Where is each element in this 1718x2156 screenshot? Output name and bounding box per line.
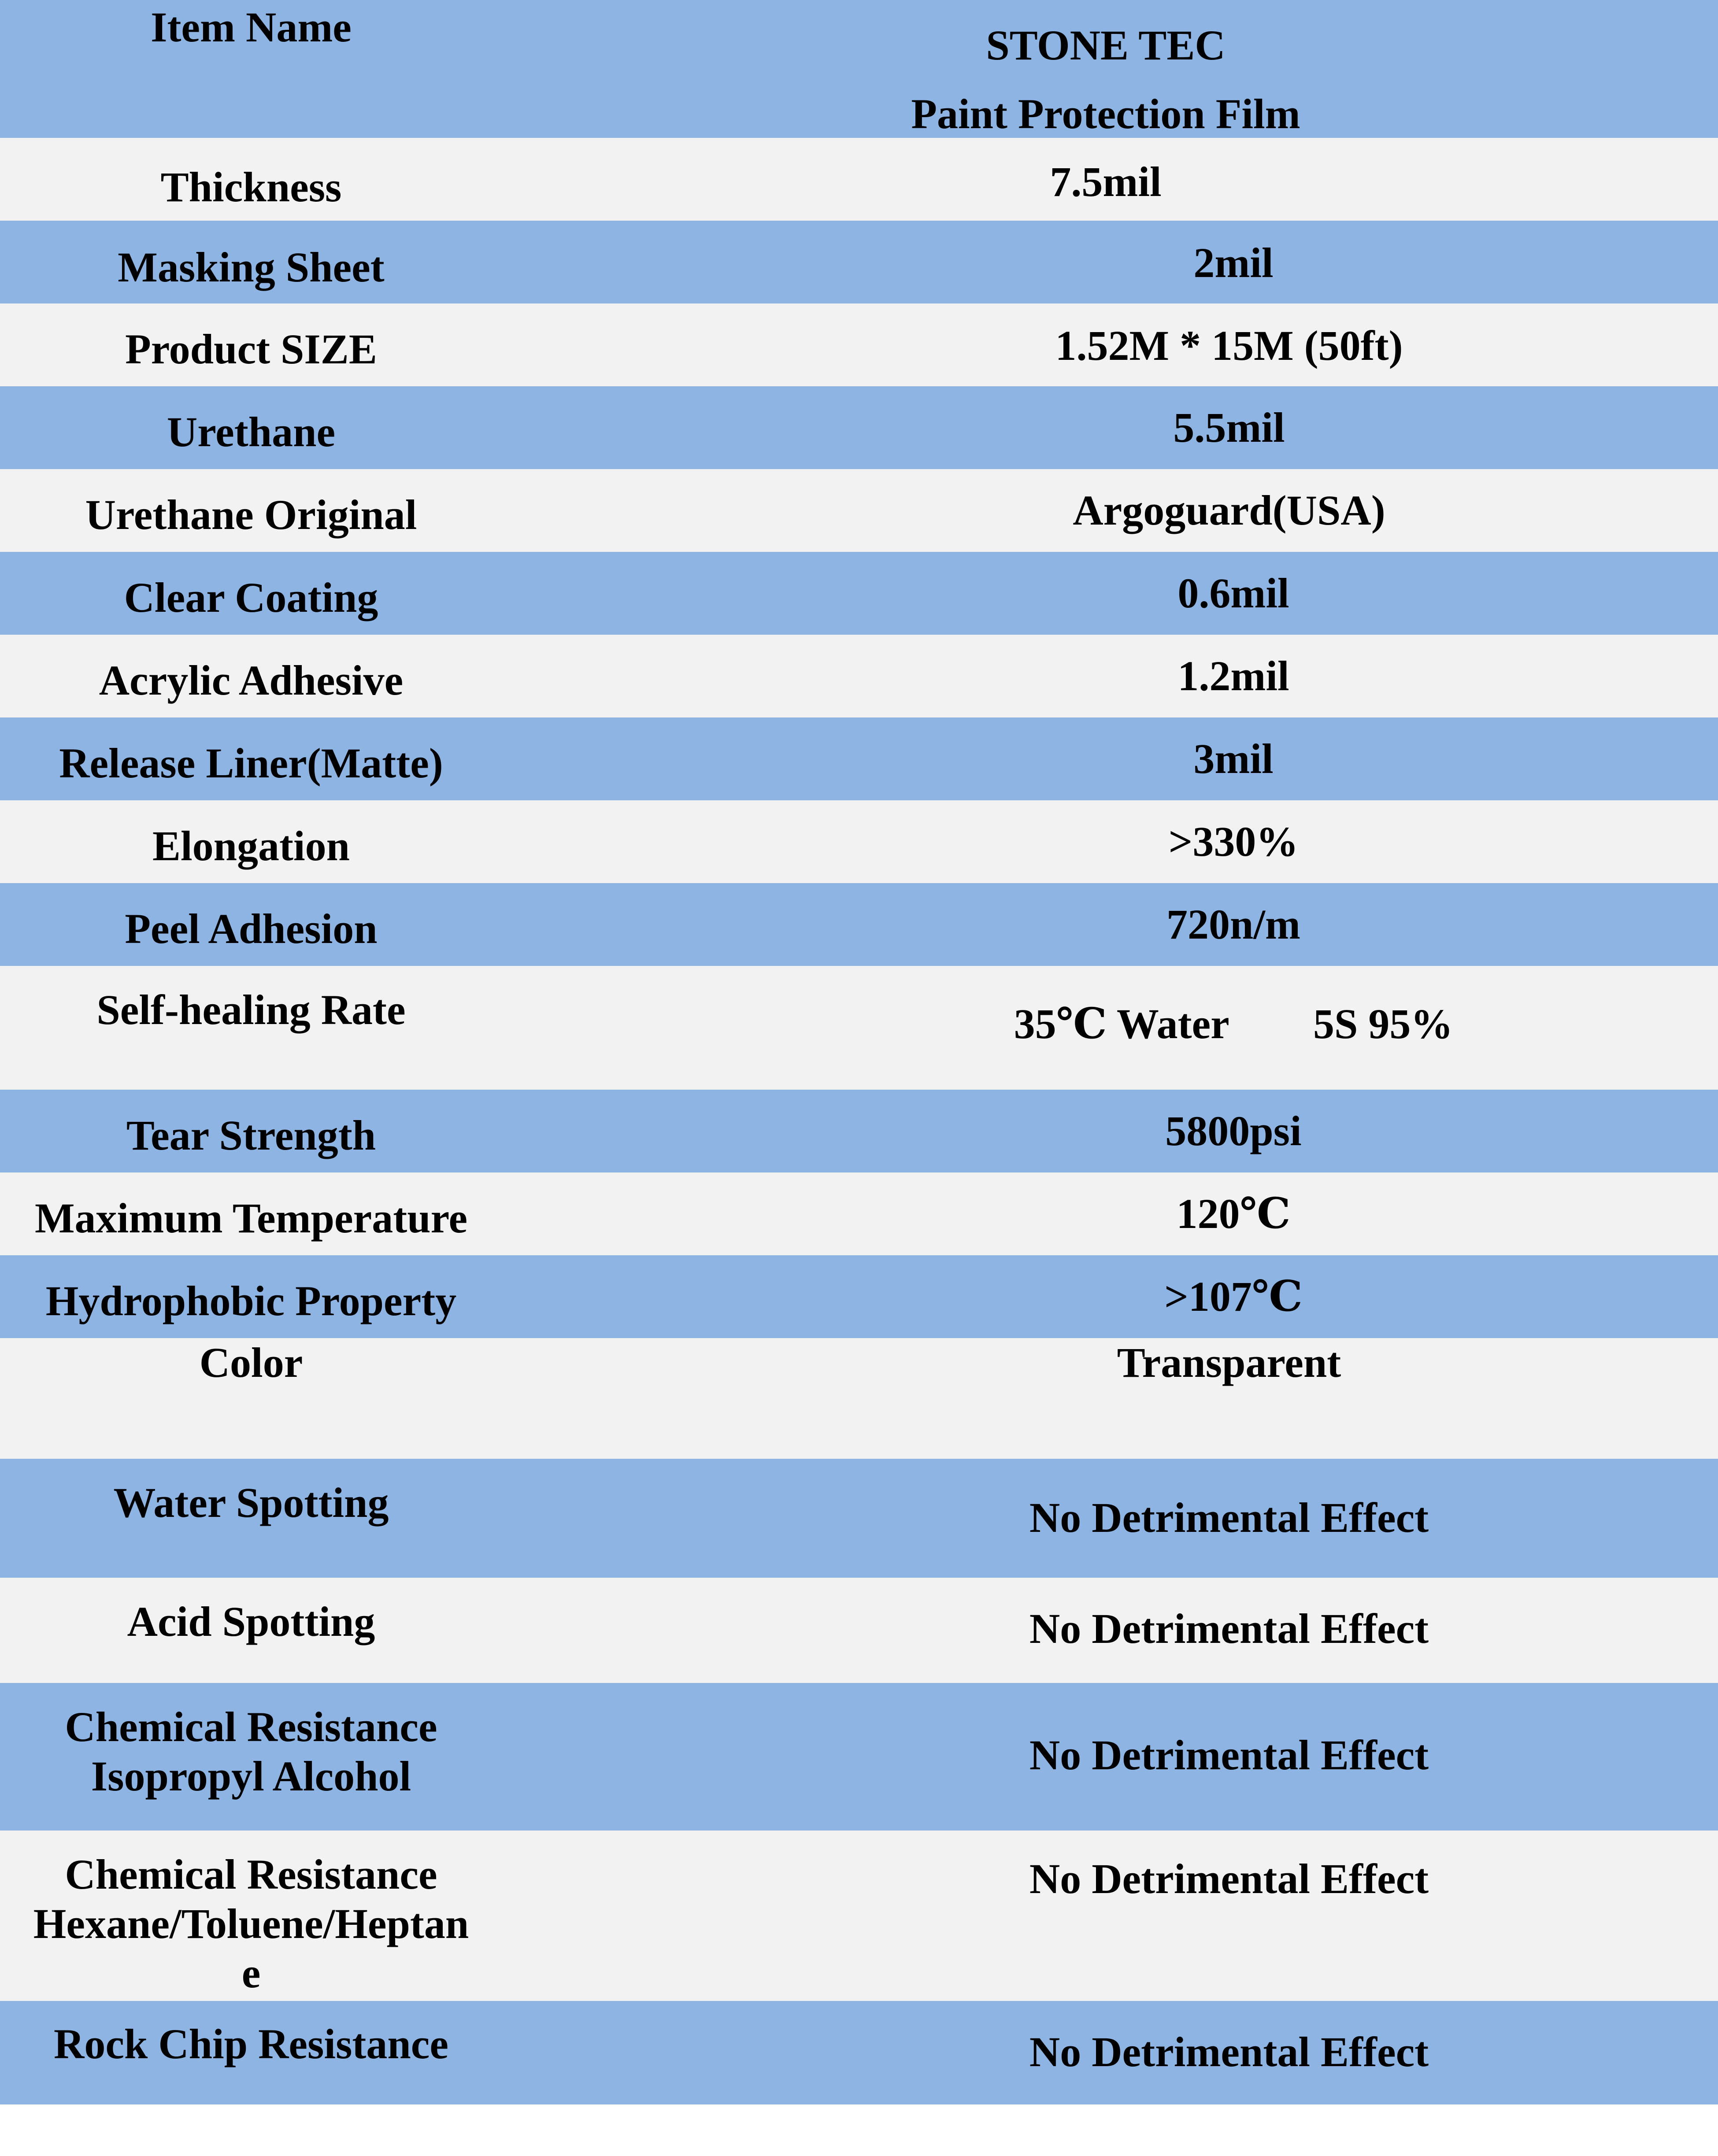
row-value: 35℃ Water 5S 95%: [1014, 1000, 1453, 1047]
row-label: Urethane Original: [85, 491, 417, 538]
table-row: [0, 1578, 1718, 1683]
row-value: 0.6mil: [1177, 570, 1289, 617]
table-row: [0, 221, 1718, 303]
table-row: [0, 635, 1718, 717]
row-value: 120℃: [1176, 1190, 1291, 1237]
row-value: 1.52M * 15M (50ft): [1055, 322, 1403, 369]
table-row: [0, 303, 1718, 386]
row-value: No Detrimental Effect: [1029, 1855, 1429, 1902]
row-label: Release Liner(Matte): [59, 740, 443, 787]
row-value: 7.5mil: [1050, 158, 1162, 205]
row-label-line2: Hexane/Toluene/Heptan: [33, 1900, 469, 1947]
table-row: [0, 800, 1718, 883]
row-value: 1.2mil: [1177, 652, 1289, 699]
row-label: Elongation: [152, 822, 350, 869]
row-label: Water Spotting: [113, 1479, 389, 1526]
table-row: [0, 1090, 1718, 1172]
table-row: [0, 1459, 1718, 1578]
page-bottom-margin: [0, 2104, 1718, 2156]
row-value: Argoguard(USA): [1073, 487, 1385, 534]
row-value: 720n/m: [1166, 901, 1301, 948]
table-row: [0, 717, 1718, 800]
table-row: [0, 1338, 1718, 1459]
row-value: >330%: [1168, 818, 1299, 865]
row-label: Rock Chip Resistance: [53, 2020, 448, 2067]
row-value: >107℃: [1164, 1273, 1303, 1320]
table-row: [0, 1255, 1718, 1338]
header-product-type: Paint Protection Film: [911, 90, 1300, 137]
row-label: Hydrophobic Property: [45, 1277, 457, 1324]
row-label: Clear Coating: [124, 574, 378, 621]
row-label: Acrylic Adhesive: [99, 657, 404, 704]
row-value: No Detrimental Effect: [1029, 1494, 1429, 1541]
table-row: [0, 883, 1718, 966]
row-label: Urethane: [167, 408, 336, 455]
row-value: 5800psi: [1165, 1107, 1302, 1154]
row-label-line2: Isopropyl Alcohol: [91, 1753, 411, 1800]
table-row: [0, 138, 1718, 221]
row-label: Color: [199, 1339, 303, 1386]
row-value: Transparent: [1117, 1339, 1341, 1386]
row-value: No Detrimental Effect: [1029, 2028, 1429, 2075]
row-label: Peel Adhesion: [125, 905, 378, 952]
row-label: Acid Spotting: [127, 1598, 375, 1645]
header-item-name: Item Name: [151, 4, 352, 51]
row-label: Thickness: [160, 163, 342, 211]
header-product-brand: STONE TEC: [986, 22, 1226, 69]
table-row: [0, 552, 1718, 635]
row-label: Maximum Temperature: [34, 1194, 468, 1242]
table-row: [0, 2001, 1718, 2104]
table-row: [0, 1172, 1718, 1255]
table-row: [0, 966, 1718, 1090]
table-row: [0, 1683, 1718, 1831]
row-value: 2mil: [1193, 239, 1274, 286]
table-row: [0, 469, 1718, 552]
row-label-line1: Chemical Resistance: [65, 1703, 437, 1750]
row-label-line1: Chemical Resistance: [65, 1851, 437, 1898]
table-row: [0, 1831, 1718, 2001]
row-label-line3: e: [241, 1949, 261, 1997]
row-label: Tear Strength: [126, 1112, 376, 1159]
row-value: No Detrimental Effect: [1029, 1605, 1429, 1652]
row-label: Product SIZE: [125, 325, 377, 373]
table-row: [0, 386, 1718, 469]
row-label: Masking Sheet: [118, 244, 385, 291]
table-header-row: [0, 0, 1718, 138]
row-value: 3mil: [1193, 735, 1274, 782]
row-value: No Detrimental Effect: [1029, 1731, 1429, 1779]
row-value: 5.5mil: [1173, 404, 1285, 451]
row-label: Self-healing Rate: [96, 986, 406, 1033]
